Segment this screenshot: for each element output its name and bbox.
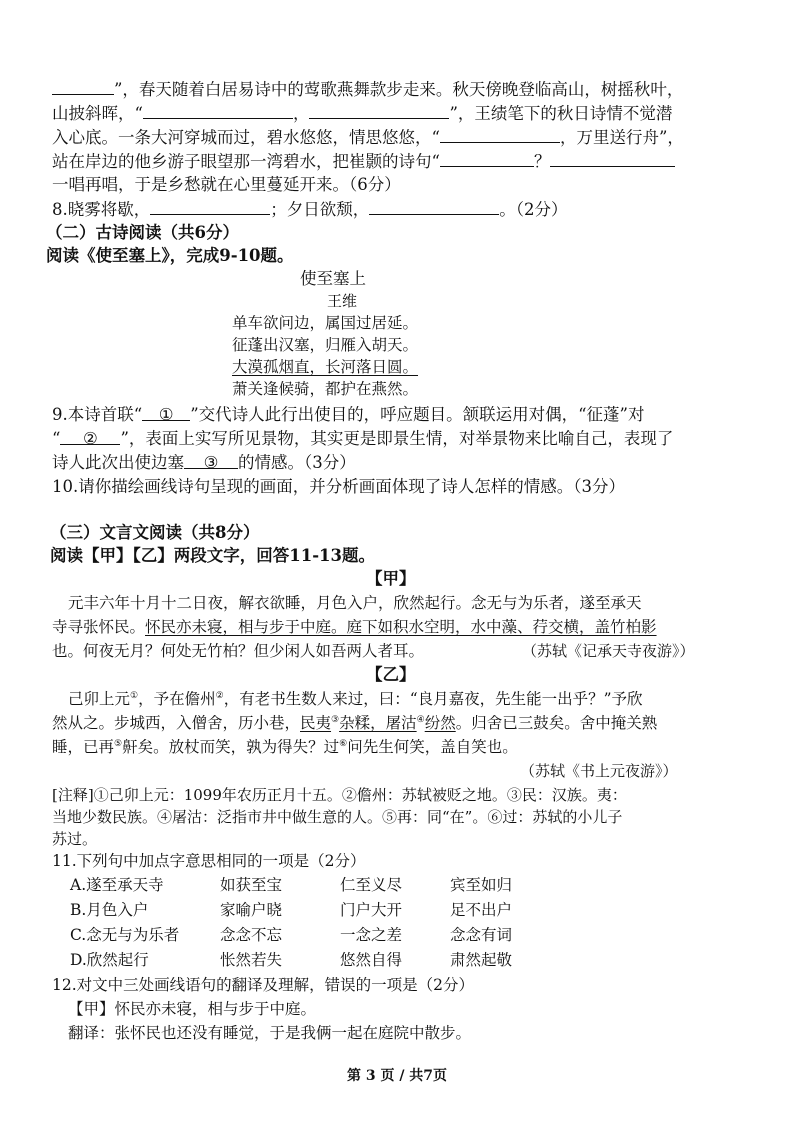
section-3-title: （三）文言文阅读（共8分） — [50, 523, 260, 542]
question-9-line-3: 诗人此次出使边塞 ③ 的情感。（3分） — [52, 453, 356, 472]
answer-blank[interactable] — [550, 150, 675, 167]
passage-yi-line-3: 睡，已再⑤鼾矣。放杖而笑，孰为得失？过⑥问先生何笑，盖自笑也。 — [52, 738, 518, 756]
blank-3[interactable]: ③ — [184, 452, 238, 469]
question-11-stem: 11.下列句中加点字意思相同的一项是（2分） — [52, 852, 366, 870]
passage-jia-line-1: 元丰六年十月十二日夜，解衣欲睡，月色入户，欣然起行。念无与为乐者，遂至承天 — [68, 594, 642, 612]
answer-blank[interactable] — [369, 198, 499, 215]
question-9-line-1: 9.本诗首联“ ① ”交代诗人此行出使目的，呼应题目。颔联运用对偶，“征蓬”对 — [52, 405, 645, 424]
q11-option-d[interactable]: D.欣然起行 — [70, 951, 149, 969]
poem-line-4: 萧关逢候骑，都护在燕然。 — [232, 380, 419, 398]
q11-a-word-2: 仁至义尽 — [340, 876, 403, 894]
question-12-stem: 12.对文中三处画线语句的翻译及理解，错误的一项是（2分） — [52, 976, 475, 994]
passage-yi-line-2: 然从之。步城西，入僧舍，历小巷，民夷③杂糅，屠沽④纷然。归舍已三鼓矣。舍中掩关熟 — [52, 714, 658, 732]
answer-blank[interactable] — [150, 198, 270, 215]
q11-c-word-3: 念念有词 — [450, 926, 513, 944]
poem-fill-line-3: 入心底。一条大河穿城而过，碧水悠悠，情思悠悠，“ ，万里送行舟”， — [52, 128, 684, 147]
poem-fill-line-4: 站在岸边的他乡游子眼望那一湾碧水，把崔颢的诗句“ ？ — [52, 150, 752, 173]
blank-1[interactable]: ① — [142, 404, 190, 421]
q11-d-word-1: 怅然若失 — [220, 951, 283, 969]
q11-a-word-1: 如获至宝 — [220, 876, 283, 894]
annotation-line-3: 苏过。 — [52, 830, 98, 848]
poem-author: 王维 — [327, 292, 358, 310]
q11-a-word-3: 宾至如归 — [450, 876, 513, 894]
passage-jia-line-3: 也。何夜无月？何处无竹柏？但少闲人如吾两人者耳。 — [52, 642, 425, 660]
underlined-sentence: 怀民亦未寝，相与步于中庭。 — [145, 618, 347, 636]
passage-jia-line-2: 寺寻张怀民。怀民亦未寝，相与步于中庭。庭下如积水空明，水中藻、荇交横，盖竹柏影 — [52, 618, 657, 636]
question-12-translation: 翻译：张怀民也还没有睡觉，于是我俩一起在庭院中散步。 — [68, 1024, 472, 1042]
answer-blank[interactable] — [52, 78, 114, 95]
section-2-intro: 阅读《使至塞上》，完成9-10题。 — [46, 246, 294, 265]
question-8: 8.晓雾将歇， ；夕日欲颓， 。（2分） — [52, 200, 568, 219]
q11-c-word-1: 念念不忘 — [220, 926, 283, 944]
section-3-intro: 阅读【甲】【乙】两段文字，回答11-13题。 — [50, 546, 376, 565]
q11-b-word-1: 家喻户晓 — [220, 901, 283, 919]
underlined-sentence: 庭下如积水空明，水中藻、荇交横，盖竹柏影 — [346, 618, 657, 636]
annotation-line-2: 当地少数民族。④屠沽：泛指市井中做生意的人。⑤再：同“在”。⑥过：苏轼的小儿子 — [52, 808, 623, 826]
poem-fill-line-5: 一唱再唱，于是乡愁就在心里蔓延开来。（6分） — [52, 175, 401, 194]
question-10: 10.请你描绘画线诗句呈现的画面，并分析画面体现了诗人怎样的情感。（3分） — [52, 477, 625, 496]
q11-b-word-2: 门户大开 — [340, 901, 403, 919]
poem-line-1: 单车欲问边，属国过居延。 — [232, 314, 419, 332]
answer-blank[interactable] — [440, 126, 560, 143]
answer-blank[interactable] — [143, 102, 293, 119]
poem-title: 使至塞上 — [300, 269, 366, 288]
answer-blank[interactable] — [309, 102, 449, 119]
passage-jia-source: （苏轼《记承天寺夜游》） — [522, 642, 695, 660]
q11-d-word-2: 悠然自得 — [340, 951, 403, 969]
answer-blank[interactable] — [440, 150, 534, 167]
q11-d-word-3: 肃然起敬 — [450, 951, 513, 969]
page-number: 第 3 页 / 共7页 — [346, 1068, 448, 1084]
q11-option-b[interactable]: B.月色入户 — [70, 901, 149, 919]
poem-line-3-underlined: 大漠孤烟直，长河落日圆。 — [232, 358, 419, 376]
section-2-title: （二）古诗阅读（共6分） — [46, 223, 239, 242]
poem-line-2: 征蓬出汉塞，归雁入胡天。 — [232, 336, 419, 354]
passage-yi-source: （苏轼《书上元夜游》） — [520, 762, 678, 780]
passage-jia-label: 【甲】 — [366, 569, 416, 588]
q11-b-word-3: 足不出户 — [450, 901, 513, 919]
annotation-line-1: [注释]①己卯上元：1099年农历正月十五。②儋州：苏轼被贬之地。③民：汉族。夷： — [52, 786, 627, 804]
passage-yi-label: 【乙】 — [366, 665, 416, 684]
question-9-line-2: “ ② ”，表面上实写所见景物，其实更是即景生情，对举景物来比喻自己，表现了 — [52, 429, 674, 448]
passage-yi-line-1: 己卯上元①，予在儋州②，有老书生数人来过，曰：“良月嘉夜，先生能一出乎？”予欣 — [68, 690, 643, 708]
poem-fill-line-1: ”，春天随着白居易诗中的莺歌燕舞款步走来。秋天傍晚登临高山，树摇秋叶， — [52, 78, 752, 101]
poem-fill-line-2: 山披斜晖，“ ， ”，王绩笔下的秋日诗情不觉潜 — [52, 104, 673, 123]
q11-option-a[interactable]: A.遂至承天寺 — [70, 876, 164, 894]
q11-option-c[interactable]: C.念无与为乐者 — [70, 926, 180, 944]
q11-c-word-2: 一念之差 — [340, 926, 403, 944]
question-12-jia: 【甲】怀民亦未寝，相与步于中庭。 — [68, 1000, 317, 1018]
blank-2[interactable]: ② — [60, 428, 120, 445]
